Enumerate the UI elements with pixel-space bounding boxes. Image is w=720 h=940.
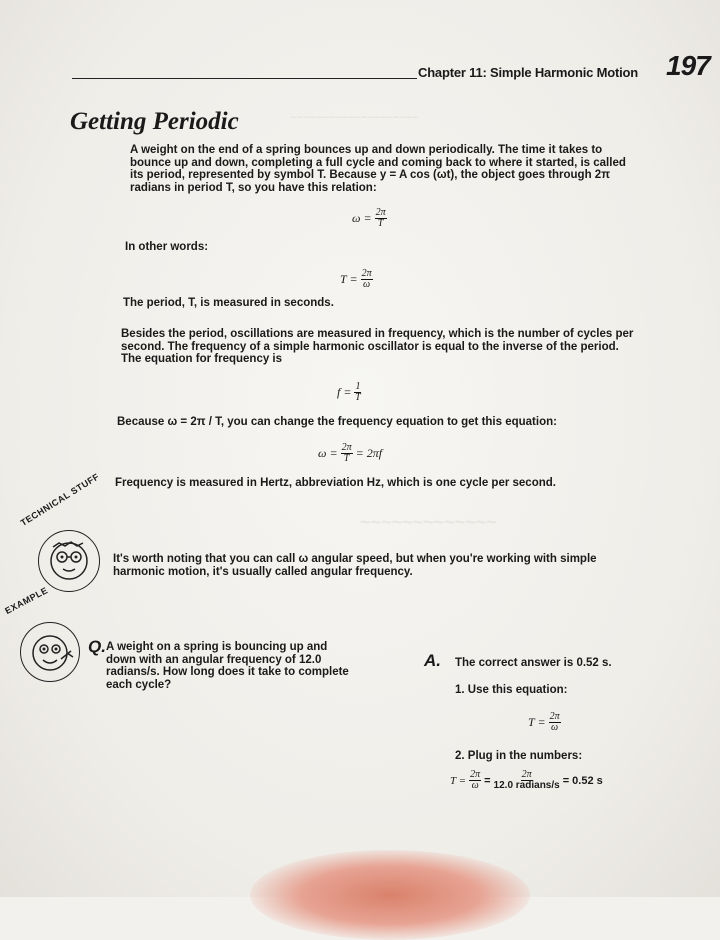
equation-lhs: T =: [340, 272, 358, 286]
answer-marker: A.: [424, 651, 441, 670]
text-other-words: In other words:: [125, 241, 209, 253]
example-label: EXAMPLE: [3, 585, 50, 616]
fraction: [361, 269, 373, 290]
equation-period: [340, 269, 373, 290]
numerator: 2π: [341, 442, 352, 453]
technical-stuff-text: It's worth noting that you can call ω angular speed, but when you're working with simple harmonic motion, it's usually called angular frequency.: [113, 553, 597, 578]
equation-lhs: f =: [337, 385, 352, 399]
technical-stuff-label: TECHNICAL STUFF: [18, 471, 102, 528]
equation-lhs: T =: [528, 715, 546, 729]
fraction: [469, 770, 481, 791]
page-number: 197: [666, 50, 710, 81]
equation-result: = 0.52 s: [562, 774, 603, 787]
text-period-seconds: The period, T, is measured in seconds.: [123, 297, 334, 309]
equation-rhs: = 2πf: [355, 446, 383, 460]
paragraph-period-intro: A weight on the end of a spring bounces up and down periodically. The time it takes to bounce up and down, completing a full cycle and coming back to where it started, is called its period, represented by symbol T. Because y = A cos (ωt), the object goes through 2π radians in period T, so you have this relation:: [130, 144, 626, 194]
example-answer: The correct answer is 0.52 s.: [455, 657, 612, 669]
denominator: 12.0 radians/s: [493, 780, 560, 791]
denominator: T: [355, 392, 361, 403]
chapter-title: Chapter 11: Simple Harmonic Motion: [418, 65, 639, 80]
fraction: [341, 443, 353, 464]
denominator: ω: [471, 780, 479, 791]
technical-stuff-icon: [38, 530, 100, 592]
equation-lhs: T =: [450, 774, 467, 787]
bleed-through-text: ~~~~~~~~~~~~~~~~~~~~: [290, 112, 419, 124]
section-title: Getting Periodic: [70, 108, 239, 135]
denominator: T: [343, 453, 350, 464]
step-2: 2. Plug in the numbers:: [455, 750, 583, 762]
numerator: 1: [355, 381, 361, 392]
paragraph-frequency: Besides the period, oscillations are measured in frequency, which is the number of cycles per second. The frequency of a simple harmonic oscillator is equal to the inverse of the period. The equation for frequency is: [121, 328, 634, 365]
numerator: 2π: [375, 207, 386, 218]
example-question: A weight on a spring is bouncing up and down with an angular frequency of 12.0 radians/s. How long does it take to complete each cycle?: [106, 641, 349, 691]
step-1: 1. Use this equation:: [455, 684, 568, 696]
numerator: 2π: [521, 769, 532, 780]
equation-lhs: ω =: [352, 211, 372, 225]
question-marker: Q.: [88, 637, 106, 656]
numerator: 2π: [361, 268, 372, 279]
text-because: Because ω = 2π / T, you can change the frequency equation to get this equation:: [117, 416, 557, 428]
example-face-icon: [21, 623, 79, 681]
example-icon: [20, 622, 80, 682]
numerator: 2π: [549, 711, 560, 722]
text-frequency-hertz: Frequency is measured in Hertz, abbreviation Hz, which is one cycle per second.: [115, 477, 556, 489]
equation-frequency: [337, 382, 361, 403]
denominator: T: [377, 218, 384, 229]
bleed-through-heading: ~~~~~~~~~~~~~: [360, 512, 497, 532]
header-rule: [72, 78, 417, 79]
fraction: [375, 208, 387, 229]
denominator: ω: [363, 279, 371, 290]
equation-omega: [352, 208, 387, 229]
equation-step1: [528, 712, 561, 733]
equation-equals: =: [484, 774, 491, 787]
denominator: ω: [551, 722, 559, 733]
equation-lhs: ω =: [318, 446, 338, 460]
fraction: [549, 712, 561, 733]
numerator: 2π: [470, 769, 481, 780]
finger-shadow: [250, 850, 530, 940]
equation-step2: [450, 770, 603, 791]
equation-omega-frequency: [318, 443, 382, 464]
nerd-face-icon: [39, 531, 99, 591]
fraction: [354, 382, 361, 403]
fraction-numeric: [494, 770, 560, 791]
